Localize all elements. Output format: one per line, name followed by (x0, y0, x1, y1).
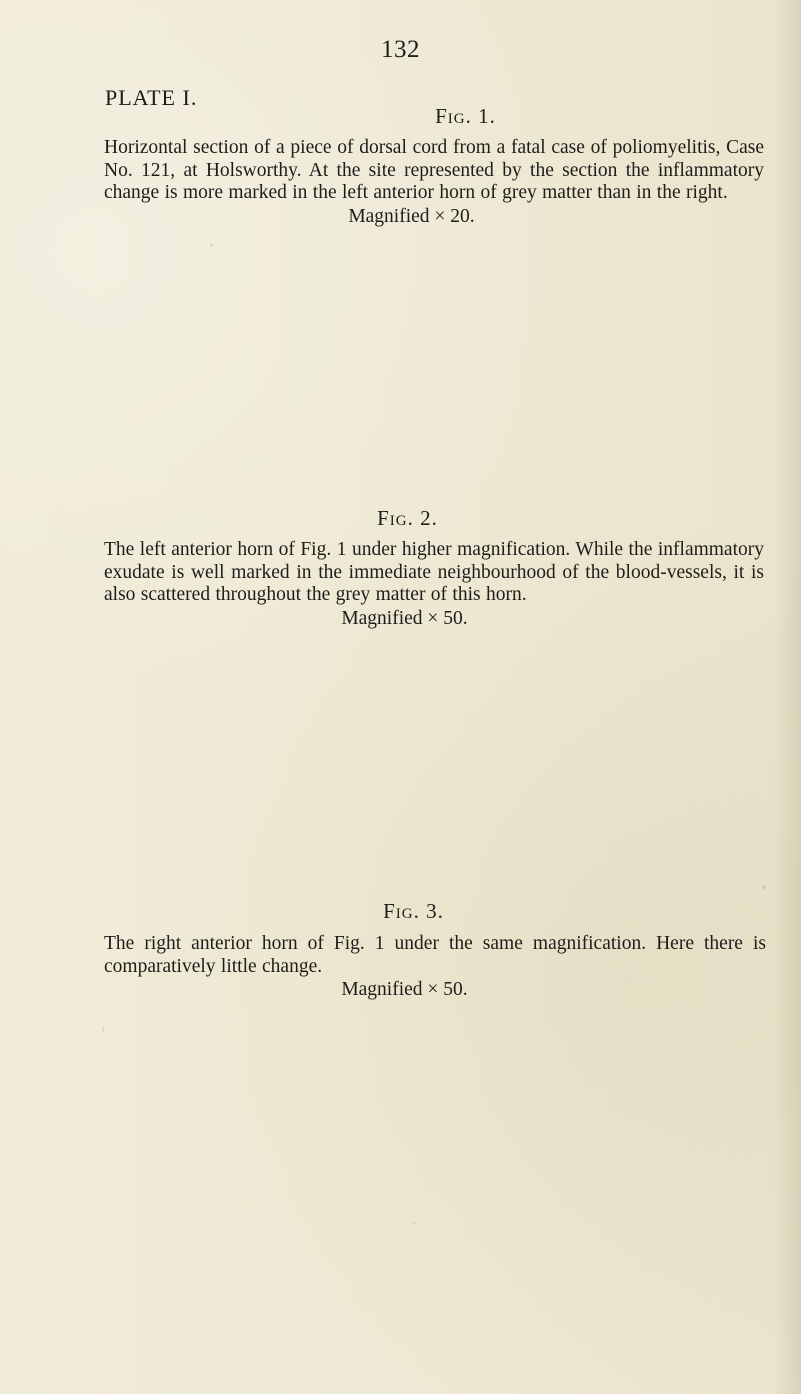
figure-1-title: Fig. 1. (435, 104, 496, 128)
paper-speck (102, 1027, 104, 1032)
paper-speck (210, 244, 213, 247)
paper-speck (762, 885, 766, 889)
page-number: 132 (381, 36, 420, 63)
figure-2-title: Fig. 2. (377, 506, 438, 530)
paper-speck (413, 1222, 416, 1224)
figure-3-magnification: Magnified × 50. (341, 979, 468, 1000)
figure-3-description: The right anterior horn of Fig. 1 under the same magnification. Here there is comparatively little change. (104, 933, 766, 977)
figure-3-title: Fig. 3. (383, 899, 444, 923)
figure-1-magnification: Magnified × 20. (348, 206, 475, 227)
figure-2-magnification: Magnified × 50. (341, 608, 468, 629)
plate-label: PLATE I. (105, 85, 198, 110)
figure-1-description: Horizontal section of a piece of dorsal cord from a fatal case of poliomyelitis, Case No. 121, at Holsworthy. At the site represented by the section the inflammatory change is more marked in the left anterior horn of grey matter than in the right. (104, 137, 764, 204)
figure-2-description: The left anterior horn of Fig. 1 under higher magnification. While the inflammatory exudate is well marked in the immediate neighbourhood of the blood-vessels, it is also scattered throughout the grey matter of this horn. (104, 539, 764, 606)
